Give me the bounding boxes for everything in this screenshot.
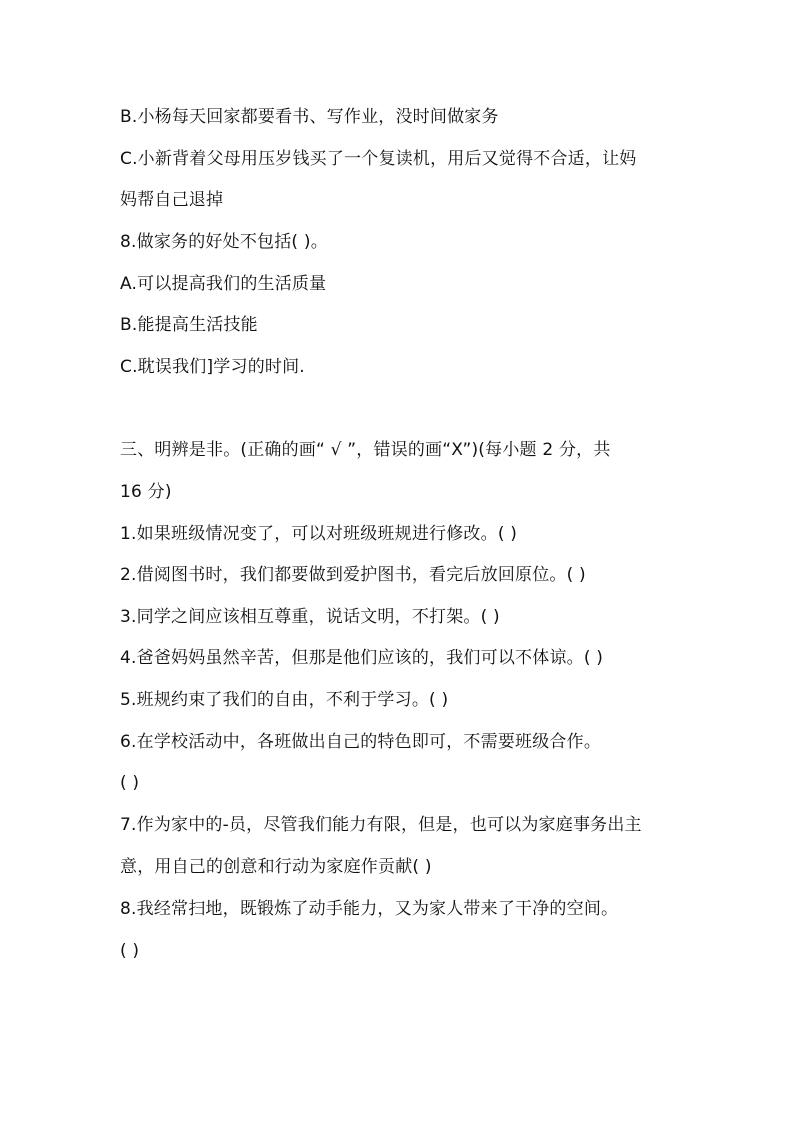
q7-option-c-line2: 妈帮自己退掉 <box>120 190 224 210</box>
judge-item-answer-blank: ( ) <box>120 941 140 961</box>
q8-stem: 8.做家务的好处不包括( )。 <box>120 232 328 252</box>
section3-heading-line1: 三、明辨是非。(正确的画“ √ ”，错误的画“X”)(每小题 2 分，共 <box>120 440 611 460</box>
q7-option-c-line1: C.小新背着父母用压岁钱买了一个复读机，用后又觉得不合适，让妈 <box>120 149 637 169</box>
section3-heading-line2: 16 分) <box>120 482 172 502</box>
judge-item: 1.如果班级情况变了，可以对班级班规进行修改。( ) <box>120 524 518 544</box>
judge-item-continuation: 意，用自己的创意和行动为家庭作贡献( ) <box>120 857 432 877</box>
q8-option-a: A.可以提高我们的生活质量 <box>120 274 327 294</box>
judge-item: 6.在学校活动中，各班做出自己的特色即可，不需要班级合作。 <box>120 732 602 752</box>
judge-item: 4.爸爸妈妈虽然辛苦，但那是他们应该的，我们可以不体谅。( ) <box>120 648 604 668</box>
judge-item: 5.班规约束了我们的自由，不利于学习。( ) <box>120 690 449 710</box>
q8-option-b: B.能提高生活技能 <box>120 315 258 335</box>
judge-item: 2.借阅图书时，我们都要做到爱护图书，看完后放回原位。( ) <box>120 565 586 585</box>
judge-item: 7.作为家中的-员，尽管我们能力有限，但是，也可以为家庭事务出主 <box>120 815 642 835</box>
judge-item-answer-blank: ( ) <box>120 773 140 793</box>
q7-option-b: B.小杨每天回家都要看书、写作业，没时间做家务 <box>120 107 499 127</box>
judge-item: 3.同学之间应该相互尊重，说话文明，不打架。( ) <box>120 607 500 627</box>
q8-option-c: C.耽误我们]学习的时间. <box>120 357 305 377</box>
judge-item: 8.我经常扫地，既锻炼了动手能力，又为家人带来了干净的空间。 <box>120 899 619 919</box>
